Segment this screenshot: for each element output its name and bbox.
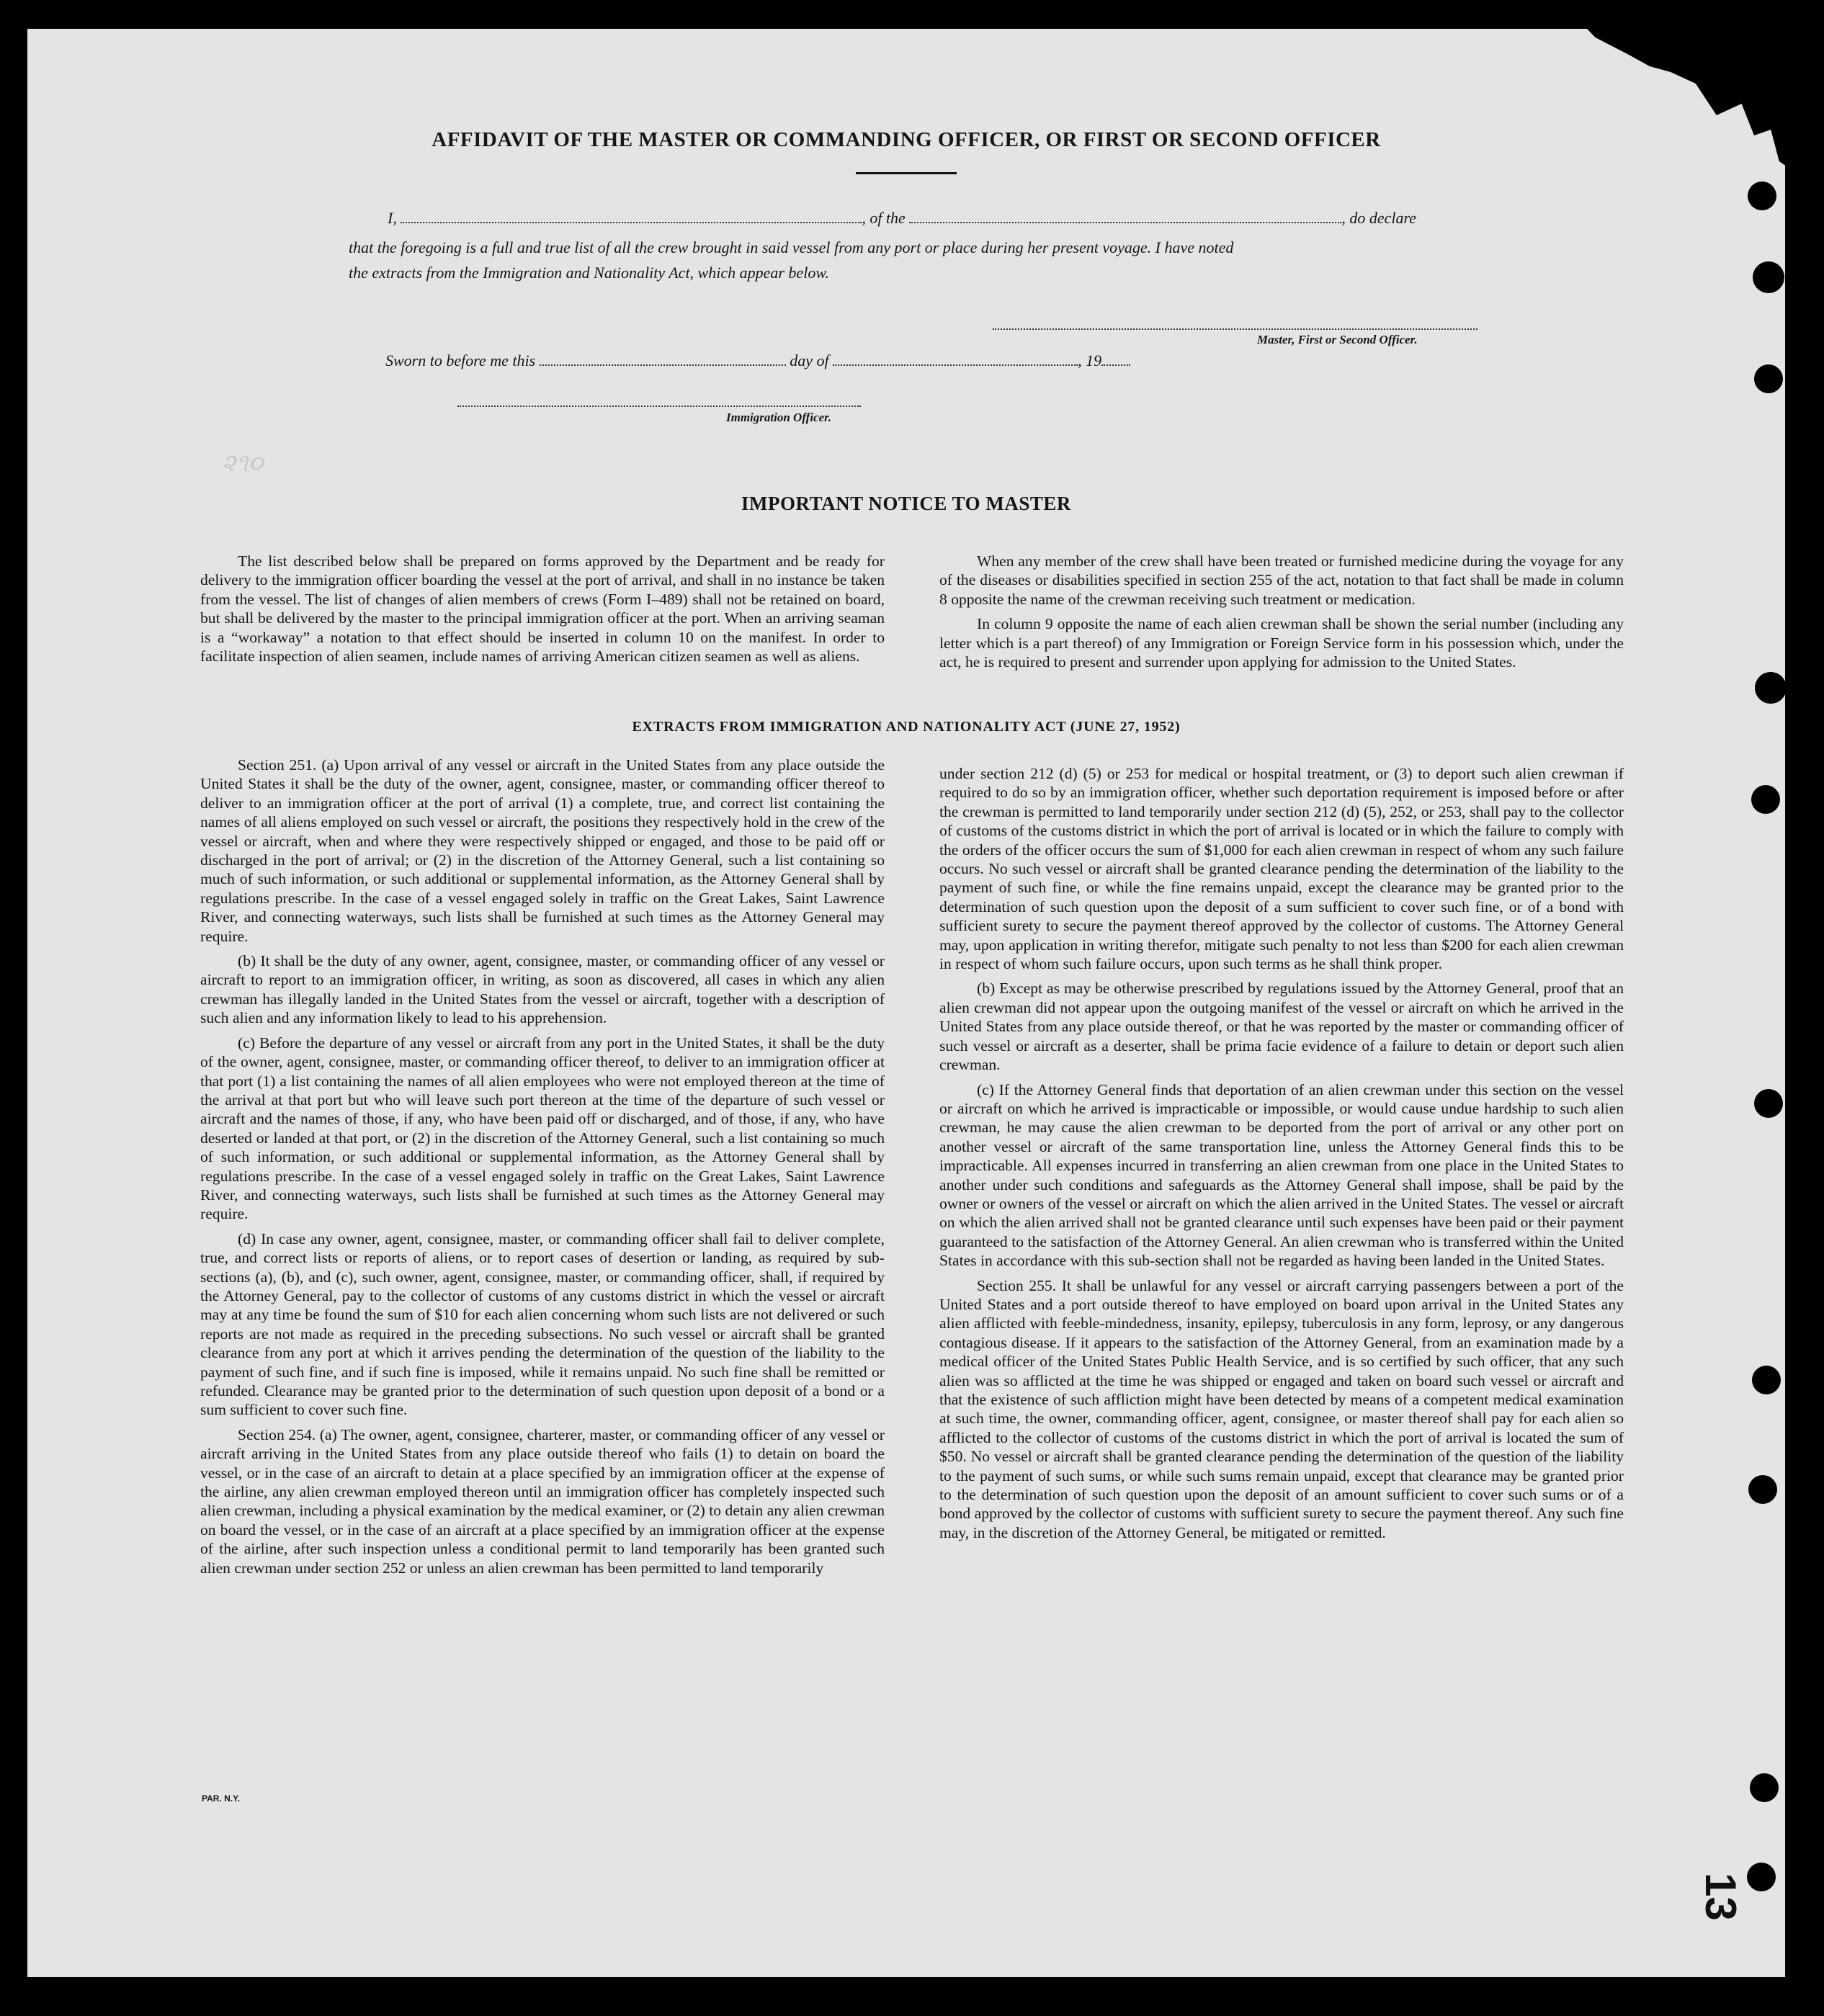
declaration-line-1 bbox=[388, 209, 1416, 228]
section-254-b: (b) Except as may be otherwise prescribed by regulations issued by the Attorney General, proof that an alien crewman did not appear upon the outgoing manifest of the vessel or aircraft on which he arrived in the United States from any place outside thereof, or that he was reported by the master or commanding officer of such vessel or aircraft as a deserter, shall be prima facie evidence of a failure to detain or deport such alien crewman. bbox=[939, 980, 1624, 1074]
printer-mark: PAR. N.Y. bbox=[202, 1793, 241, 1804]
section-254-c: (c) If the Attorney General finds that deportation of an alien crewman under this section on the vessel or aircraft on which he arrived is impracticable or impossible, or would cause undue hardship to such alien crewman, he may cause the alien crewman to be deported from the port of arrival or any other port on another vessel or aircraft of the same transportation line, unless the Attorney General finds this to be impracticable. All expenses incurred in transferring an alien crewman from one place in the United States to another under such conditions and safeguards as the Attorney General shall impose, shall be paid by the owner or owners of the vessel or aircraft on which the alien arrived in the United States. The vessel or aircraft on which the alien arrived shall not be granted clearance until such expenses have been paid or their payment guaranteed to the satisfaction of the Attorney General. An alien crewman who is transferred within the United States in accordance with this sub-section shall not be regarded as having been landed in the United States. bbox=[939, 1080, 1624, 1270]
binder-hole bbox=[1754, 364, 1783, 393]
binder-hole bbox=[1748, 182, 1776, 210]
master-signature-line[interactable] bbox=[993, 328, 1477, 330]
binder-hole bbox=[1752, 1366, 1781, 1394]
binder-hole bbox=[1750, 1773, 1779, 1802]
section-251-b: (b) It shall be the duty of any owner, agent, consignee, master, or commanding officer of any vessel or aircraft to report to an immigration officer, in writing, as soon as discovered, all cases in which any alien crewman has illegally landed in the United States from the vessel or aircraft, together with a description of such alien and any information likely to lead to his apprehension. bbox=[200, 952, 885, 1027]
declaration-line-2: that the foregoing is a full and true list of all the crew brought in said vessel from any port or place during her present voyage. I have noted bbox=[349, 238, 1234, 256]
section-251-c: (c) Before the departure of any vessel or aircraft from any port in the United States, it shall be the duty of the owner, agent, consignee, master, or commanding officer thereof, to deliver to an immigration officer at that port (1) a list containing the names of all alien employees who were not employed thereon at the time of the arrival at that port but who will leave such port thereon at the time of the departure of such vessel or aircraft and the names of those, if any, who have been paid off or discharged, and of those, if any, who have deserted or landed at that port, or (2) in the discretion of the Attorney General, such a list containing so much of such information, or such additional or supplemental information, as the Attorney General shall by regulations prescribe. In the case of a vessel engaged solely in traffic on the Great Lakes, Saint Lawrence River, and connecting waterways, such lists shall be furnished at such times as the Attorney General may require. bbox=[200, 1034, 885, 1223]
sworn-label: Sworn to before me this bbox=[385, 351, 536, 369]
extracts-right-column bbox=[939, 764, 1624, 1548]
binder-hole bbox=[1754, 1089, 1783, 1118]
binder-hole bbox=[1747, 1863, 1776, 1891]
notice-right-paragraph-2: In column 9 opposite the name of each alien crewman shall be shown the serial number (including any letter which is a part thereof) of any Immigration or Foreign Service form in his possession which, under the act, he is required to present and surrender upon applying for admission to the United States. bbox=[939, 615, 1624, 671]
section-255: Section 255. It shall be unlawful for any vessel or aircraft carrying passengers between a port of the United States and a port outside thereof to have employed on board upon arrival in the United States any alien afflicted with feeble-mindedness, insanity, epilepsy, tuberculosis in any form, leprosy, or any dangerous contagious disease. If it appears to the satisfaction of the Attorney General, from an examination made by a medical officer of the United States Public Health Service, and is so certified by such officer, that any such alien was so afflicted at the time he was shipped or engaged and taken on board such vessel or aircraft and that the existence of such affliction might have been detected by means of a competent medical examination at such time, the owner, commanding officer, agent, consignee, or master thereof shall pay for each alien so afflicted to the collector of customs of the customs district in which the port of arrival is located the sum of $50. No vessel or aircraft shall be granted clearance pending the determination of the question of the liability to the payment of such sums, or while such sums remain unpaid, except that clearance may be granted prior to the determination of such question upon the deposit of an amount sufficient to cover such sums or of a bond approved by the collector of customs with sufficient surety to secure the payment thereof. Any such fine may, in the discretion of the Attorney General, be mitigated or remitted. bbox=[939, 1276, 1624, 1541]
binder-hole bbox=[1751, 785, 1780, 814]
year-label: , 19 bbox=[1078, 351, 1102, 369]
extracts-title: EXTRACTS FROM IMMIGRATION AND NATIONALITY ACT (JUNE 27, 1952) bbox=[632, 719, 1181, 735]
notice-left-paragraph: The list described below shall be prepared on forms approved by the Department and be ready for delivery to the immigration officer boarding the vessel at the port of arrival, and shall in no instance be taken from the vessel. The list of changes of alien members of crews (Form I–489) shall not be retained on board, but shall be delivered by the master to the principal immigration officer at the port. When an arriving seaman is a “workaway” a notation to that effect should be inserted in column 10 on the manifest. In order to facilitate inspection of alien seamen, include names of arriving American citizen seamen as well as aliens. bbox=[200, 552, 885, 666]
binder-hole bbox=[1755, 672, 1785, 704]
binder-hole bbox=[1748, 1475, 1777, 1504]
declaration-of: , of the bbox=[862, 209, 906, 227]
affidavit-title: AFFIDAVIT OF THE MASTER OR COMMANDING OFFICER, OR FIRST OR SECOND OFFICER bbox=[432, 128, 1381, 151]
section-254-a: Section 254. (a) The owner, agent, consignee, charterer, master, or commanding officer of any vessel or aircraft arriving in the United States from any place outside thereof who fails (1) to detain on board the vessel, or in the case of an aircraft to detain at a place specified by an immigration officer at the expense of the airline, any alien crewman employed thereon until an immigration officer has completely inspected such alien crewman, including a physical examination by the medical examiner, or (2) to detain any alien crewman on board the vessel, or in the case of an aircraft at a place specified by an immigration officer at the expense of the airline, after such inspection unless a conditional permit to land temporarily has been granted such alien crewman under section 252 or unless an alien crewman has been permitted to land temporarily bbox=[200, 1425, 885, 1577]
declaration-line-3: the extracts from the Immigration and Nationality Act, which appear below. bbox=[349, 264, 829, 282]
officer-caption: Immigration Officer. bbox=[726, 411, 832, 424]
name-field[interactable] bbox=[401, 209, 862, 223]
extracts-left-column bbox=[200, 756, 885, 1583]
sworn-day-field[interactable] bbox=[540, 351, 786, 366]
section-254-a-continued: under section 212 (d) (5) or 253 for medical or hospital treatment, or (3) to deport such alien crewman if required to do so by an immigration officer, whether such deportation requirement is imposed before or after the crewman is permitted to land temporarily under section 212 (d) (5), 252, or 253, shall pay to the collector of customs of the customs district in which the port of arrival is located or in which the failure to comply with the orders of the officer occurs the sum of $1,000 for each alien crewman in respect of whom any such failure occurs. No such vessel or aircraft shall be granted clearance pending the determination of the liability to the payment of such fine, or while the fine remains unpaid, except the clearance may be granted prior to the determination of such question upon the deposit of a sum sufficient to cover such fine, or of a bond with sufficient surety to secure the payment thereof approved by the collector of customs. The Attorney General may, upon application in writing therefor, mitigate such penalty to not less than $200 for each alien crewman in respect of whom such failure occurs, upon such terms as he shall think proper. bbox=[939, 765, 1624, 973]
document-sheet bbox=[27, 29, 1785, 1977]
section-251-a: Section 251. (a) Upon arrival of any vessel or aircraft in the United States from any place outside the United States it shall be the duty of the owner, agent, consignee, master, or commanding officer thereof to deliver to an immigration officer at the port of arrival (1) a complete, true, and correct list containing the names of all aliens employed on such vessel or aircraft, the positions they respectively hold in the crew of the vessel or aircraft, when and where they were respectively shipped or engaged, and those to be paid off or discharged in the port of arrival; or (2) in the discretion of the Attorney General, such a list containing so much of such information, or such additional or supplemental information, as the Attorney General shall by regulations prescribe. In the case of a vessel engaged solely in traffic on the Great Lakes, Saint Lawrence River, and connecting waterways, such lists shall be furnished at such times as the Attorney General may require. bbox=[200, 756, 885, 945]
sworn-month-field[interactable] bbox=[833, 351, 1078, 366]
vessel-field[interactable] bbox=[909, 209, 1341, 223]
title-rule bbox=[856, 172, 957, 174]
section-251-d: (d) In case any owner, agent, consignee, master, or commanding officer shall fail to deliver complete, true, and correct lists or reports of aliens, or to report cases of desertion or landing, as required by sub-sections (a), (b), and (c), such owner, agent, consignee, master, or commanding officer, shall, if required by the Attorney General, pay to the collector of customs of any customs district in which the vessel or aircraft may at any time be found the sum of $10 for each alien concerning whom such lists are not delivered or such reports are not made as required in the preceding subsections. No such vessel or aircraft shall be granted clearance from any port at which it arrives pending the determination of the question of the liability to the payment of such fine, and if such fine is imposed, while it remains unpaid. No such fine shall be remitted or refunded. Clearance may be granted prior to the determination of such question upon deposit of a bond or a sum sufficient to cover such fine. bbox=[200, 1229, 885, 1419]
binder-hole bbox=[1753, 261, 1784, 293]
notice-left-column bbox=[200, 552, 885, 671]
master-caption: Master, First or Second Officer. bbox=[1257, 333, 1418, 346]
day-of-label: day of bbox=[790, 351, 829, 369]
notice-right-paragraph-1: When any member of the crew shall have been treated or furnished medicine during the voyage for any of the diseases or disabilities specified in section 255 of the act, notation to that fact shall be made in column 8 opposite the name of the crewman receiving such treatment or medication. bbox=[939, 552, 1624, 608]
notice-right-column bbox=[939, 552, 1624, 677]
faint-mark: ૨૧૦ bbox=[222, 450, 264, 477]
page-number: 13 bbox=[1696, 1873, 1745, 1921]
sworn-line bbox=[385, 351, 1130, 370]
officer-signature-line[interactable] bbox=[457, 406, 861, 407]
declaration-declare: , do declare bbox=[1341, 209, 1416, 227]
year-field[interactable] bbox=[1101, 351, 1130, 366]
declaration-i: I, bbox=[388, 209, 397, 227]
notice-title: IMPORTANT NOTICE TO MASTER bbox=[741, 493, 1071, 514]
